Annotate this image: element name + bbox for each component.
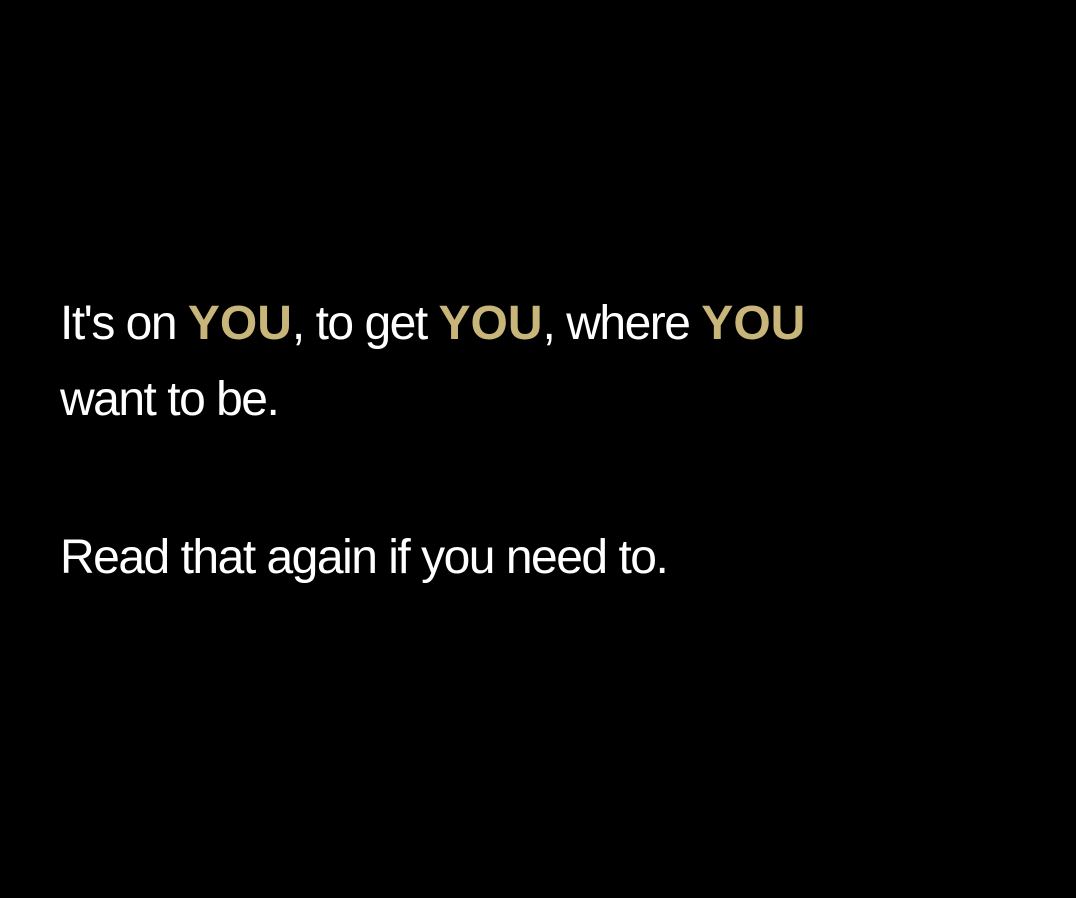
paragraph-gap (60, 438, 1040, 520)
emphasis-you: YOU (438, 297, 543, 350)
quote-text (60, 286, 1040, 596)
quote-text-segment: , to get (291, 297, 439, 350)
emphasis-you: YOU (701, 297, 806, 350)
quote-line-2: want to be. (60, 373, 279, 426)
emphasis-you: YOU (187, 297, 292, 350)
quote-text-segment: , where (542, 297, 702, 350)
quote-text-segment: It's on (60, 297, 188, 350)
quote-line-3: Read that again if you need to. (60, 531, 668, 584)
quote-line-1 (60, 286, 1040, 362)
